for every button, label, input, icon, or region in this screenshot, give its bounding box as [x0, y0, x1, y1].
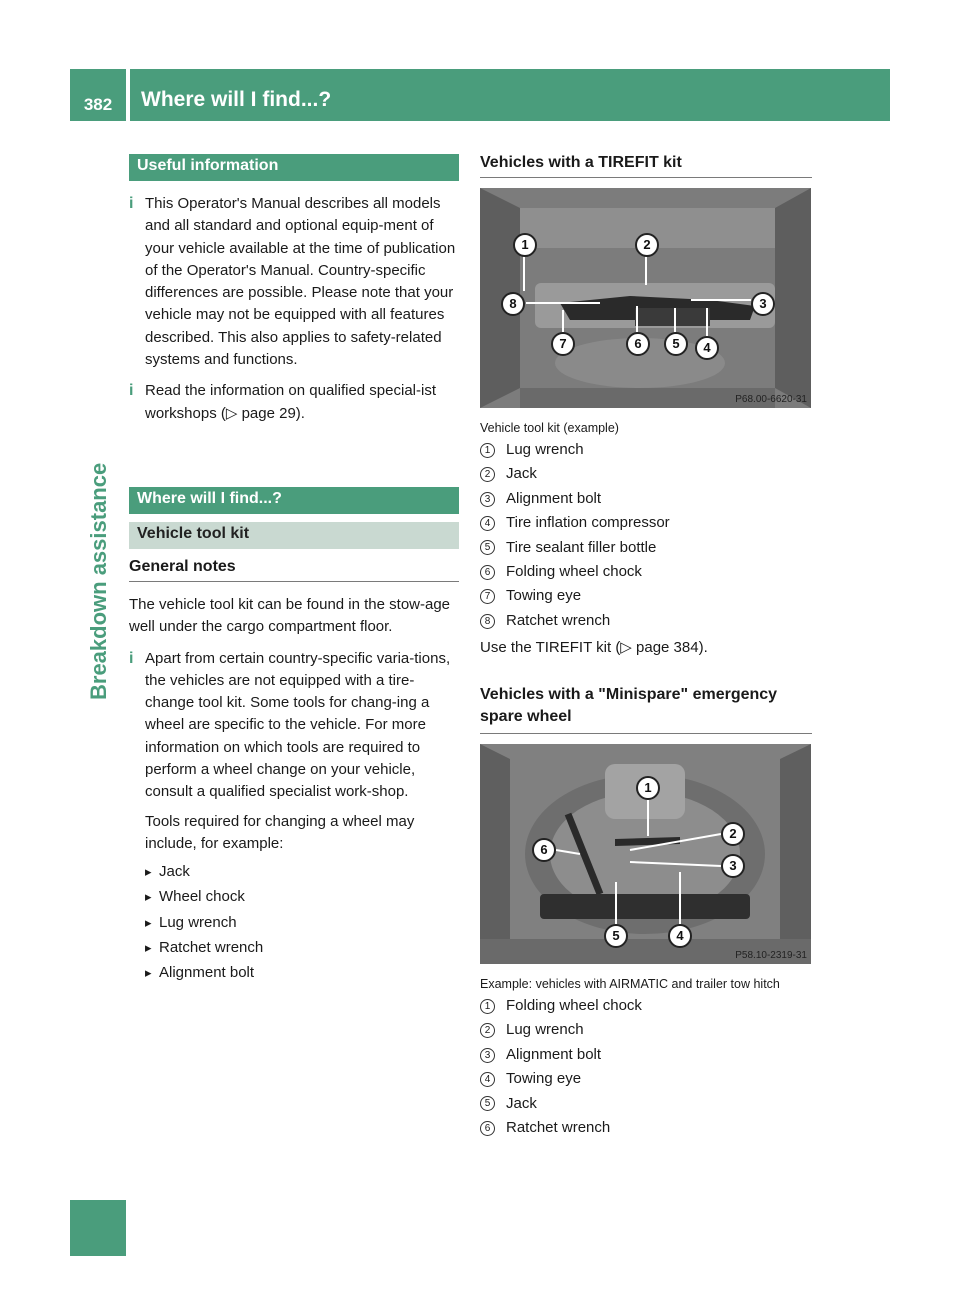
side-marker-block	[70, 1200, 126, 1256]
list-item	[480, 994, 812, 1018]
number-marker: 8	[480, 614, 495, 629]
minispare-legend	[480, 994, 812, 1140]
tools-intro: Tools required for changing a wheel may include, for example:	[145, 812, 415, 852]
legend-label: Ratchet wrench	[506, 1119, 611, 1137]
legend-label: Tire sealant filler bottle	[506, 538, 657, 556]
legend-label: Folding wheel chock	[506, 997, 642, 1014]
list-item: ▸ Lug wrench	[145, 910, 459, 935]
section-side-title: Breakdown assistance	[86, 462, 111, 700]
where-section	[129, 487, 459, 985]
legend-label: Towing eye	[506, 1070, 582, 1088]
general-notes-text: The vehicle tool kit can be found in the stow-age well under the cargo compartment floor.	[129, 596, 451, 636]
callout-marker: 5	[604, 924, 628, 948]
callout-marker: 4	[695, 336, 719, 360]
info-note-tool-kit	[129, 648, 459, 804]
info-icon: i	[129, 195, 134, 212]
where-heading: Where will I find...?	[129, 487, 459, 514]
number-marker: 1	[480, 999, 495, 1014]
callout-marker: 4	[668, 924, 692, 948]
callout-marker: 2	[721, 822, 745, 846]
info-note-manual	[129, 193, 459, 371]
callout-marker: 7	[551, 332, 575, 356]
callout-marker: 1	[636, 776, 660, 800]
legend-label: Towing eye	[506, 587, 582, 605]
tools-list	[129, 859, 459, 985]
tirefit-heading: Vehicles with a TIREFIT kit	[480, 154, 812, 178]
list-item	[480, 584, 812, 608]
number-marker: 2	[480, 467, 495, 482]
minispare-caption: Example: vehicles with AIRMATIC and trailer tow hitch	[480, 977, 780, 991]
number-marker: 5	[480, 1096, 495, 1111]
callout-marker: 6	[626, 332, 650, 356]
info-icon: i	[129, 649, 134, 667]
number-marker: 6	[480, 1121, 495, 1136]
number-marker: 1	[480, 443, 495, 458]
number-marker: 7	[480, 589, 495, 604]
legend-label: Jack	[506, 1094, 537, 1112]
legend-label: Lug wrench	[506, 1021, 584, 1039]
info-text-manual: This Operator's Manual describes all models and all standard and optional equip-ment of your vehicle available at the time of publication of the Operator's Manual. Country-specific differences are possible. Please note that your vehicle may not be equipped with all features described. This also applies to safety-related systems and functions.	[145, 195, 456, 369]
number-marker: 5	[480, 540, 495, 555]
tirefit-note[interactable]: Use the TIREFIT kit (▷ page 384).	[480, 639, 708, 657]
image-reference: P58.10-2319-31	[735, 950, 807, 961]
legend-label: Ratchet wrench	[506, 611, 611, 629]
list-item	[480, 438, 812, 462]
callout-marker: 3	[751, 292, 775, 316]
callout-marker: 8	[501, 292, 525, 316]
number-marker: 4	[480, 516, 495, 531]
minispare-heading: Vehicles with a "Minispare" emergency spare wheel	[480, 684, 812, 734]
list-item	[480, 511, 812, 535]
list-item	[480, 560, 812, 584]
legend-label: Tire inflation compressor	[506, 514, 670, 532]
useful-info-section	[129, 154, 459, 425]
callout-marker: 2	[635, 233, 659, 257]
tirefit-legend	[480, 438, 812, 633]
callout-marker: 3	[721, 854, 745, 878]
useful-info-heading: Useful information	[129, 154, 459, 181]
list-item	[480, 1067, 812, 1091]
callout-marker: 6	[532, 838, 556, 862]
info-text-tool-kit: Apart from certain country-specific varia-tions, the vehicles are not equipped with a tire-change tool kit. Some tools for chang-ing a wheel are specific to the vehicle. For more information on which tools are required to perform a wheel change on your vehicle, consult a qualified specialist work-shop.	[145, 649, 451, 801]
number-marker: 2	[480, 1023, 495, 1038]
legend-label: Alignment bolt	[506, 489, 602, 507]
number-marker: 4	[480, 1072, 495, 1087]
info-icon: i	[129, 382, 134, 400]
page-number: 382	[70, 69, 126, 121]
list-item: ▸ Alignment bolt	[145, 960, 459, 985]
list-item	[480, 536, 812, 560]
number-marker: 3	[480, 492, 495, 507]
page-title: Where will I find...?	[141, 88, 332, 111]
minispare-photo	[480, 744, 811, 964]
legend-label: Jack	[506, 465, 537, 483]
minispare-section	[480, 684, 812, 1140]
tirefit-photo	[480, 188, 811, 408]
image-reference: P68.00-6620-31	[735, 394, 807, 405]
info-note-workshops	[129, 380, 459, 425]
number-marker: 3	[480, 1048, 495, 1063]
list-item: ▸ Ratchet wrench	[145, 935, 459, 960]
list-item: ▸ Wheel chock	[145, 884, 459, 909]
list-item	[480, 609, 812, 633]
legend-label: Folding wheel chock	[506, 563, 642, 581]
list-item	[480, 1092, 812, 1116]
info-text-workshops[interactable]: Read the information on qualified special-ist workshops (▷ page 29).	[145, 382, 436, 422]
list-item	[480, 1116, 812, 1140]
legend-label: Lug wrench	[506, 441, 584, 458]
callout-marker: 1	[513, 233, 537, 257]
list-item	[480, 1018, 812, 1042]
tool-kit-heading: Vehicle tool kit	[129, 522, 459, 549]
callout-marker: 5	[664, 332, 688, 356]
tirefit-caption: Vehicle tool kit (example)	[480, 421, 619, 435]
list-item	[480, 487, 812, 511]
tirefit-section	[480, 154, 812, 660]
list-item: ▸ Jack	[145, 859, 459, 884]
list-item	[480, 462, 812, 486]
legend-label: Alignment bolt	[506, 1045, 602, 1063]
general-notes-heading: General notes	[129, 558, 459, 582]
list-item	[480, 1043, 812, 1067]
number-marker: 6	[480, 565, 495, 580]
